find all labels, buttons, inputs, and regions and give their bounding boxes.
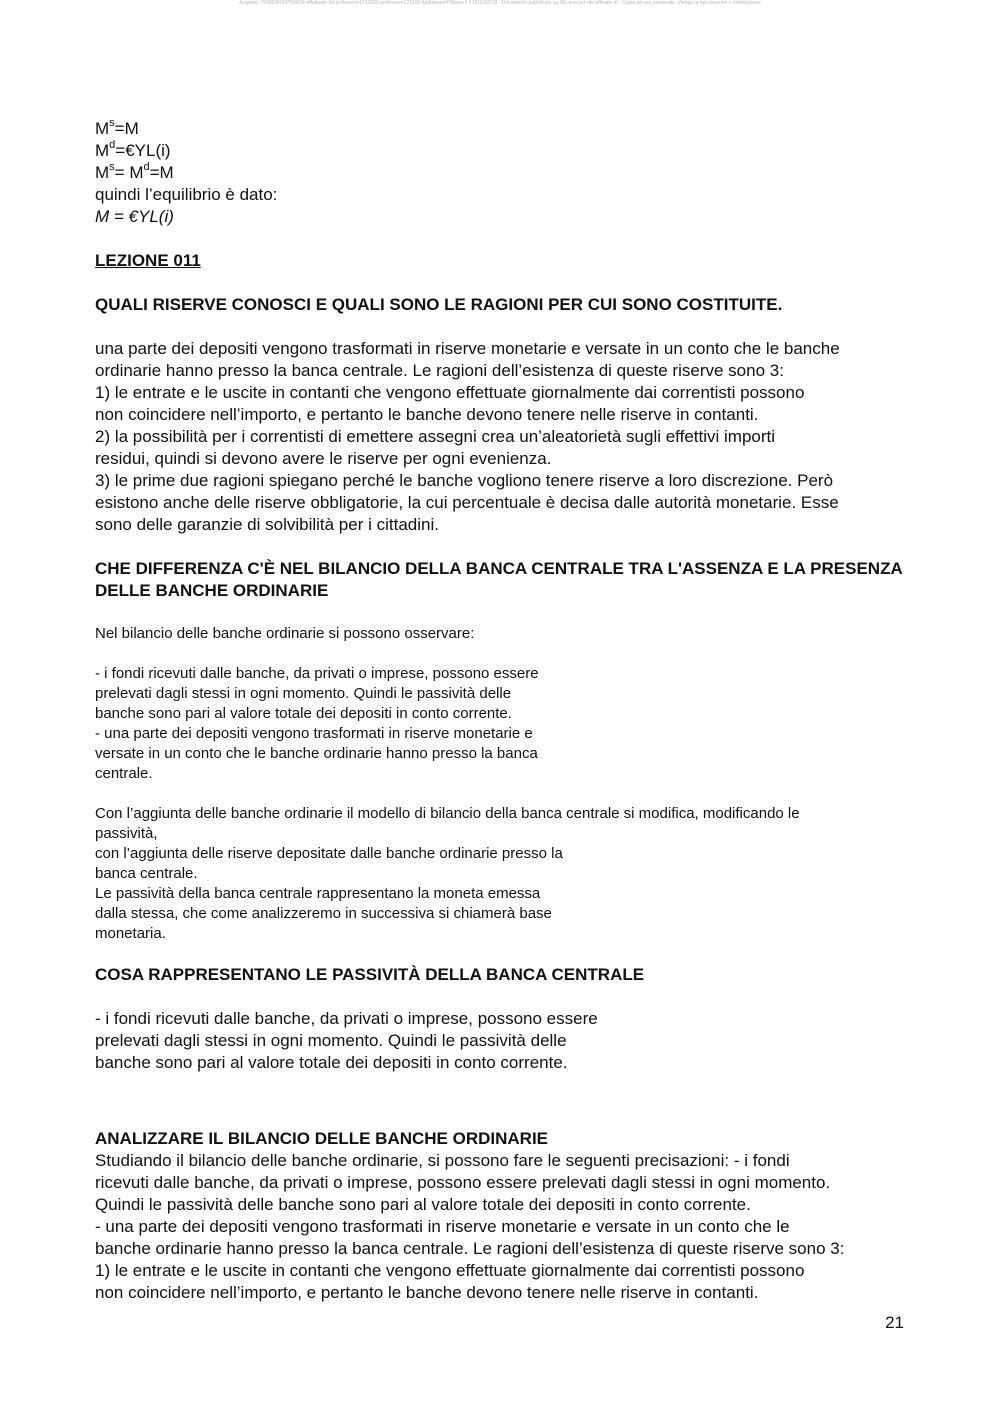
text-line: monetaria.: [95, 925, 166, 942]
text-line: non coincidere nell’importo, e pertanto le banche devono tenere nelle riserve in contanti.: [95, 405, 759, 424]
equation-equilibrium-condition: $M^s= M^d=M$: [95, 161, 174, 182]
text-line: dalla stessa, che come analizzeremo in successiva si chiamerà base: [95, 905, 552, 922]
text-line: - i fondi ricevuti dalle banche, da privati o imprese, possono essere: [95, 665, 539, 682]
text-line: 2) la possibilità per i correntisti di emettere assegni crea un’aleatorietà sugli effettivi importi: [95, 427, 776, 446]
text-line: prelevati dagli stessi in ogni momento. Quindi le passività delle: [95, 685, 512, 702]
equation-money-demand: $M^d=€YL(i)$: [95, 139, 171, 160]
text-line: una parte dei depositi vengono trasformati in riserve monetarie e versate in un conto che le banche: [95, 339, 840, 358]
text-line: ordinarie hanno presso la banca centrale. Le ragioni dell’esistenza di queste riserve sono 3:: [95, 361, 784, 380]
question-central-bank-difference-block1: [95, 664, 910, 784]
text-line: Quindi le passività delle banche sono pari al valore totale dei depositi in conto corrente.: [95, 1195, 751, 1214]
text-line: banche sono pari al valore totale dei depositi in conto corrente.: [95, 1053, 568, 1072]
text-line: - una parte dei depositi vengono trasformati in riserve monetarie e: [95, 725, 533, 742]
text-line: centrale.: [95, 765, 153, 782]
question-liabilities-answer: [95, 1008, 910, 1074]
equation-money-supply: $M^s=M$: [95, 117, 139, 138]
text-line: con l’aggiunta delle riserve depositate dalle banche ordinarie presso la: [95, 845, 563, 862]
question-ordinary-banks-answer: [95, 1150, 910, 1304]
question-ordinary-banks-title: ANALIZZARE IL BILANCIO DELLE BANCHE ORDINARIE: [95, 1129, 549, 1148]
text-line: prelevati dagli stessi in ogni momento. Quindi le passività delle: [95, 1031, 567, 1050]
text-line: 1) le entrate e le uscite in contanti che vengono effettuate giornalmente dai correntisti possono: [95, 383, 805, 402]
text-line: 3) le prime due ragioni spiegano perché le banche vogliono tenere riserve a loro discrezione. Però: [95, 471, 834, 490]
text-line: - una parte dei depositi vengono trasformati in riserve monetarie e versate in un conto che le: [95, 1217, 790, 1236]
page-content: [95, 118, 910, 1304]
question-reserves-answer: [95, 338, 910, 536]
text-line: residui, quindi si devono avere le riserve per ogni evenienza.: [95, 449, 552, 468]
text-line: esistono anche delle riserve obbligatorie, la cui percentuale è decisa dalle autorità monetarie. Esse: [95, 493, 839, 512]
question-central-bank-difference-block2: [95, 804, 910, 944]
text-line: non coincidere nell’importo, e pertanto le banche devono tenere nelle riserve in contanti.: [95, 1283, 759, 1302]
text-line: Con l’aggiunta delle banche ordinarie il modello di bilancio della banca centrale si modifica, modificando le: [95, 805, 800, 822]
text-line: banche sono pari al valore totale dei depositi in conto corrente.: [95, 705, 512, 722]
watermark-text: Acquisto: PFMD9H3IP5HK5E effettuato da professore1712000 professore171200 ApdtabsanIPiMaeo il il 15/10/2018 - Documento pubblicato su Sfu.aria nel sito ufficiale di - Copia ad uso personale. Vietata la riproduzione e distribuzione: [239, 0, 761, 6]
question-central-bank-difference-intro: Nel bilancio delle banche ordinarie si possono osservare:: [95, 625, 475, 642]
text-line: - i fondi ricevuti dalle banche, da privati o imprese, possono essere: [95, 1009, 598, 1028]
text-line: Studiando il bilancio delle banche ordinarie, si possono fare le seguenti precisazioni: - i fondi: [95, 1151, 790, 1170]
text-line: versate in un conto che le banche ordinarie hanno presso la banca: [95, 745, 538, 762]
page-number: 21: [885, 1313, 904, 1332]
text-line: ricevuti dalle banche, da privati o imprese, possono essere prelevati dagli stessi in ogni momento.: [95, 1173, 831, 1192]
question-central-bank-difference-title-line2: DELLE BANCHE ORDINARIE: [95, 581, 329, 600]
equilibrium-equation: M = €YL(i): [95, 207, 174, 226]
text-line: banca centrale.: [95, 865, 198, 882]
lesson-title: LEZIONE 011: [95, 251, 201, 270]
text-line: passività,: [95, 825, 158, 842]
text-line: banche ordinarie hanno presso la banca centrale. Le ragioni dell’esistenza di queste riserve sono 3:: [95, 1239, 845, 1258]
text-line: Le passività della banca centrale rappresentano la moneta emessa: [95, 885, 541, 902]
question-reserves-title: QUALI RISERVE CONOSCI E QUALI SONO LE RAGIONI PER CUI SONO COSTITUITE.: [95, 295, 783, 314]
question-central-bank-difference-title-line1: CHE DIFFERENZA C'È NEL BILANCIO DELLA BANCA CENTRALE TRA L'ASSENZA E LA PRESENZA: [95, 559, 903, 578]
text-line: 1) le entrate e le uscite in contanti che vengono effettuate giornalmente dai correntisti possono: [95, 1261, 805, 1280]
equilibrium-intro-text: quindi l’equilibrio è dato:: [95, 185, 278, 204]
question-liabilities-title: COSA RAPPRESENTANO LE PASSIVITÀ DELLA BANCA CENTRALE: [95, 965, 645, 984]
text-line: sono delle garanzie di solvibilità per i cittadini.: [95, 515, 439, 534]
